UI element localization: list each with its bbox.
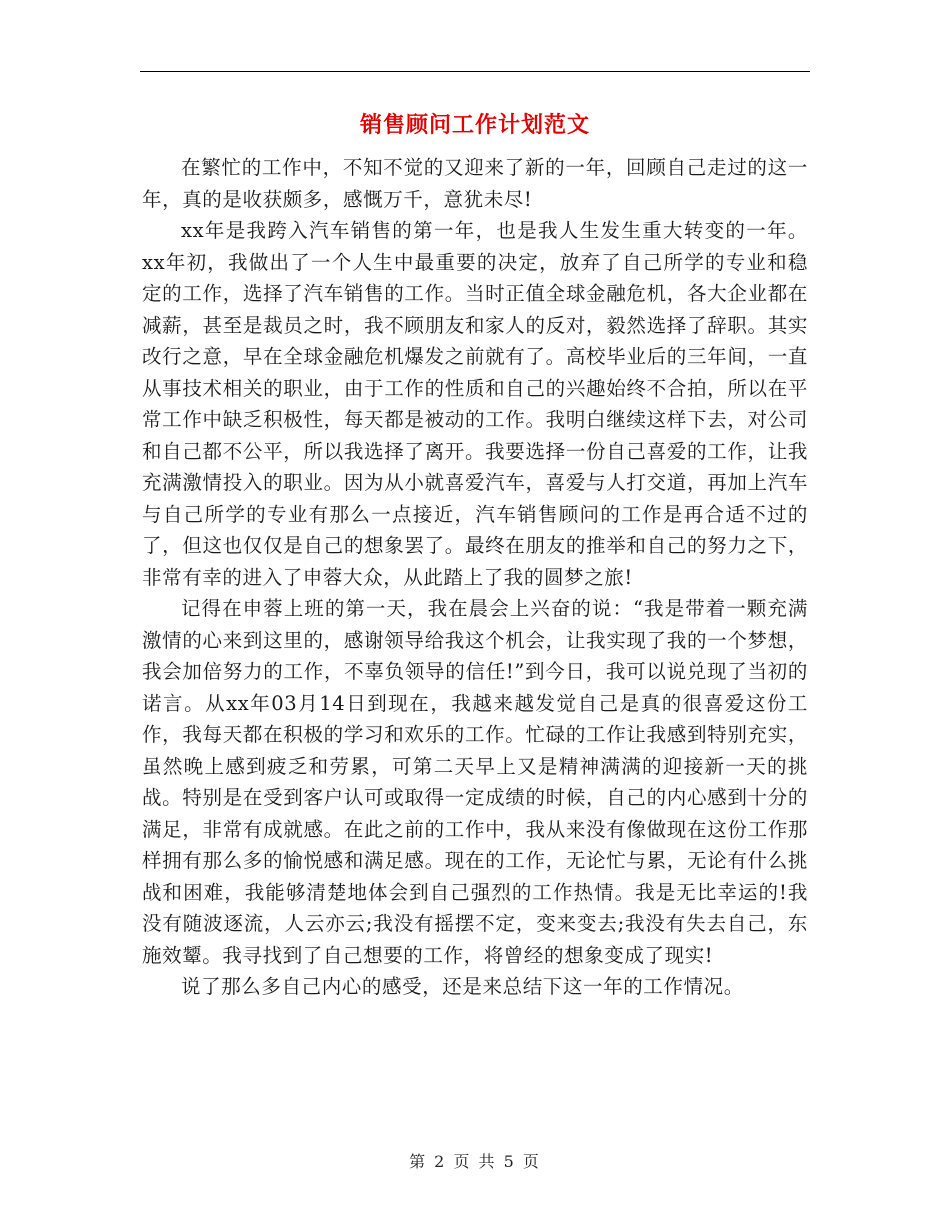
header-rule [140,71,810,72]
page-footer: 第 2 页 共 5 页 [409,1152,541,1171]
document-body [142,152,808,1003]
paragraph-2: xx年是我跨入汽车销售的第一年，也是我人生发生重大转变的一年。xx年初，我做出了一个人生中最重要的决定，放弃了自己所学的专业和稳定的工作，选择了汽车销售的工作。当时正值全球金融危机，各大企业都在减薪，甚至是裁员之时，我不顾朋友和家人的反对，毅然选择了辞职。其实改行之意，早在全球金融危机爆发之前就有了。高校毕业后的三年间，一直从事技术相关的职业，由于工作的性质和自己的兴趣始终不合拍，所以在平常工作中缺乏积极性，每天都是被动的工作。我明白继续这样下去，对公司和自己都不公平，所以我选择了离开。我要选择一份自己喜爱的工作，让我充满激情投入的职业。因为从小就喜爱汽车，喜爱与人打交道，再加上汽车与自己所学的专业有那么一点接近，汽车销售顾问的工作是再合适不过的了，但这也仅仅是自己的想象罢了。最终在朋友的推举和自己的努力之下，非常有幸的进入了申蓉大众，从此踏上了我的圆梦之旅! [142,219,808,589]
paragraph-3: 记得在申蓉上班的第一天，我在晨会上兴奋的说：“我是带着一颗充满激情的心来到这里的，感谢领导给我这个机会，让我实现了我的一个梦想，我会加倍努力的工作，不辜负领导的信任!”到今日，我可以说兑现了当初的诺言。从xx年03月14日到现在，我越来越发觉自己是真的很喜爱这份工作，我每天都在积极的学习和欢乐的工作。忙碌的工作让我感到特别充实，虽然晚上感到疲乏和劳累，可第二天早上又是精神满满的迎接新一天的挑战。特别是在受到客户认可或取得一定成绩的时候，自己的内心感到十分的满足，非常有成就感。在此之前的工作中，我从来没有像做现在这份工作那样拥有那么多的愉悦感和满足感。现在的工作，无论忙与累，无论有什么挑战和困难，我能够清楚地体会到自己强烈的工作热情。我是无比幸运的!我没有随波逐流，人云亦云;我没有摇摆不定，变来变去;我没有失去自己，东施效颦。我寻找到了自己想要的工作，将曾经的想象变成了现实! [142,597,808,967]
paragraph-1: 在繁忙的工作中，不知不觉的又迎来了新的一年，回顾自己走过的这一年，真的是收获颇多，感慨万千，意犹未尽! [142,156,808,211]
document-title: 销售顾问工作计划范文 [359,112,590,138]
paragraph-4: 说了那么多自己内心的感受，还是来总结下这一年的工作情况。 [181,975,744,998]
